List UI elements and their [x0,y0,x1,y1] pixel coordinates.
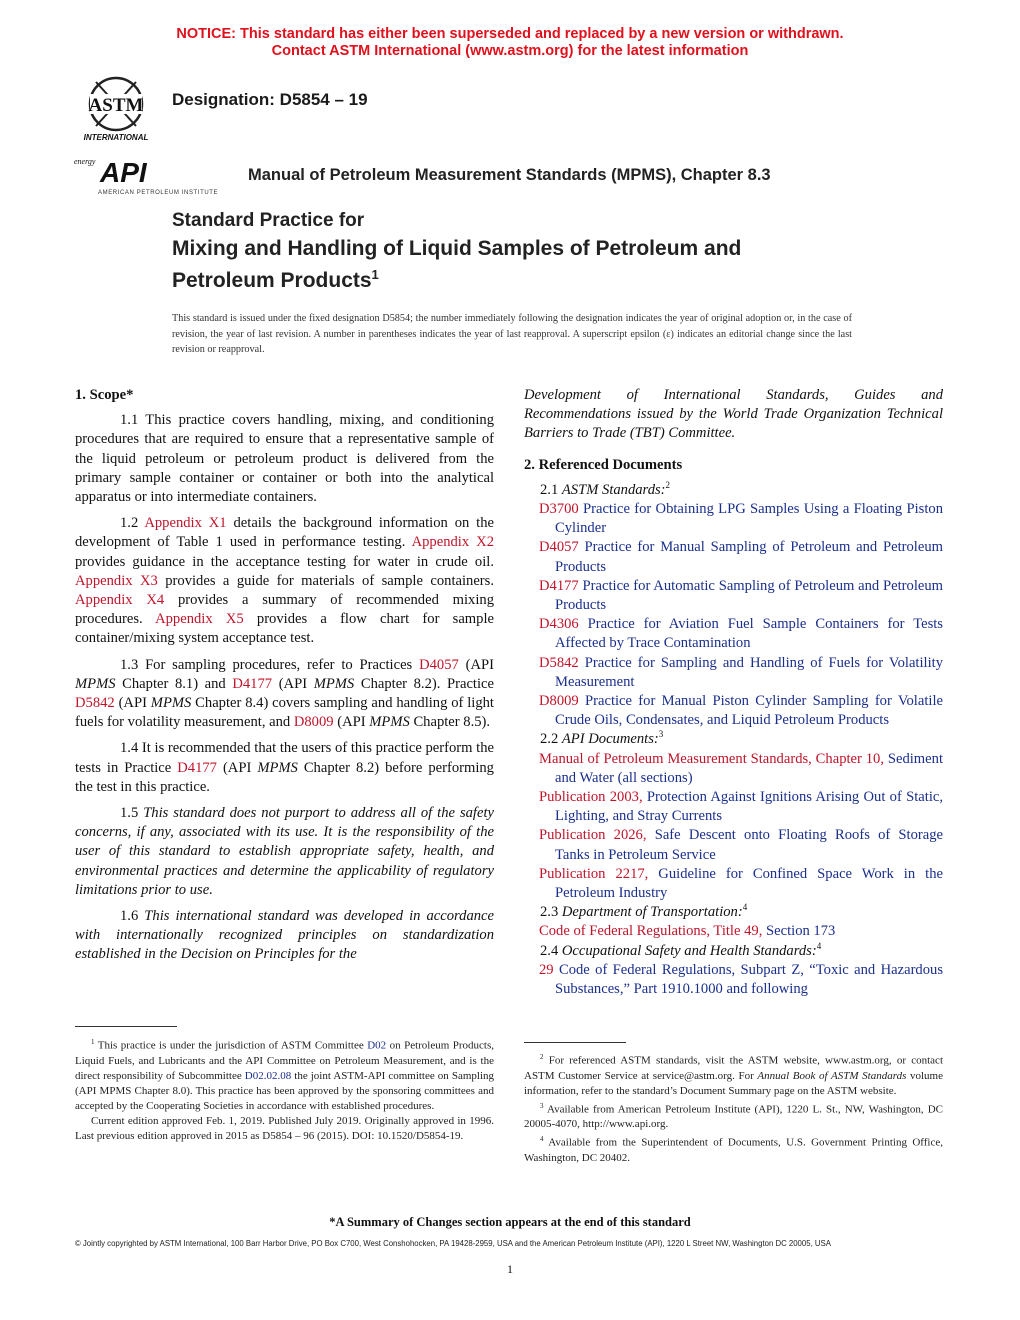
footnotes-2-4 [524,1050,943,1166]
appendix-x2-link[interactable]: Appendix X2 [411,534,494,551]
reference-title-link[interactable]: Sediment and Water (all sections) [555,750,943,786]
paragraph-1-1: 1.1 This practice covers handling, mixing, and conditioning procedures that are required to ensure that a representative sample of the liquid petroleum or petroleum product is delivered from the primary sample container or container or both into the analytical apparatus or into intermediate containers. [75,412,494,506]
paragraph-1-3: 1.3 For sampling procedures, refer to Practices D4057 (API MPMS Chapter 8.1) and D4177 (API MPMS Chapter 8.2). Practice D5842 (API MPMS Chapter 8.4) covers sampling and handling of light fuels for volatility measurement, and D8009 (API MPMS Chapter 8.5). [75,656,495,731]
reference-item [524,865,943,903]
reference-item [524,961,943,999]
appendix-x1-link[interactable]: Appendix X1 [144,515,227,532]
edition-note: Current edition approved Feb. 1, 2019. Published July 2019. Originally approved in 1996. Last previous edition approved in 2015 as D5854 – 96 (2015). DOI: 10.1520/D5854-19. [75,1114,494,1142]
title-footnote-mark: 1 [371,267,379,282]
paragraph-1-6: 1.6 This international standard was developed in accordance with internationally recognized principles on standardization established in the Decision on Principles for the [75,908,495,963]
appendix-x3-link[interactable]: Appendix X3 [75,572,158,589]
reference-code-link[interactable]: D4306 [539,616,579,633]
api-logo-text: API [100,157,147,188]
reference-title-link[interactable]: Practice for Manual Piston Cylinder Sampling for Volatile Crude Oils, Condensates, and Liquid Petroleum Products [555,693,943,729]
document-title [172,236,872,294]
reference-title-link[interactable]: Practice for Aviation Fuel Sample Containers for Tests Affected by Trace Contamination [555,616,943,652]
paragraph-1-4: 1.4 It is recommended that the users of this practice perform the tests in Practice D4177 (API MPMS Chapter 8.2) before performing the test in this practice. [75,740,494,795]
reference-title-link[interactable]: Protection Against Ignitions Arising Out of Static, Lighting, and Stray Currents [555,789,943,825]
reference-item [524,788,943,826]
scope-heading: 1. Scope* [75,387,134,403]
reference-code-link[interactable]: Publication 2003, [539,789,643,806]
mpms-chapter-title: Manual of Petroleum Measurement Standards (MPMS), Chapter 8.3 [248,166,771,184]
designation-intro: This standard is issued under the fixed designation D5854; the number immediately following the designation indicates the year of original adoption or, in the case of revision, the year of last revision. A number in parentheses indicates the year of last reapproval. A superscript epsilon (ε) indicates an editorial change since the last revision or reapproval. [172,313,852,355]
reference-code-link[interactable]: Publication 2026, [539,827,647,844]
reference-item [524,750,943,788]
cfr-29-link[interactable]: 29 [539,961,554,978]
astm-logo-subtext: INTERNATIONAL [83,133,149,142]
withdrawal-notice [0,26,1020,60]
footnote-3: $^3$ Available from American Petroleum Institute (API), 1220 L. St., NW, Washington, DC 20005-4070, http://www.api.org. [524,1101,943,1131]
reference-title-link[interactable]: Safe Descent onto Floating Roofs of Storage Tanks in Petroleum Service [555,827,943,863]
astm-logo [76,74,158,144]
dot-label: 2.3 Department of Transportation:$^4$ [540,902,748,921]
cfr-title-49-link[interactable]: Code of Federal Regulations, Title 49, [539,923,763,940]
notice-line-2: Contact ASTM International (www.astm.org) for the latest information [271,43,749,59]
footnote-4: $^4$ Available from the Superintendent of Documents, U.S. Government Printing Office, Washington, DC 20402. [524,1135,943,1164]
d4177-link[interactable]: D4177 [232,675,273,692]
astm-standards-label: 2.1 ASTM Standards:$^2$ [540,479,671,498]
osh-label: 2.4 Occupational Safety and Health Standards:$^4$ [540,940,822,959]
reference-item [524,826,943,864]
reference-code-link[interactable]: D3700 [539,501,579,518]
astm-logo-text: ASTM [88,95,144,116]
api-reference-list [524,750,943,904]
reference-item [524,654,943,692]
reference-item [524,692,943,730]
reference-item [524,577,943,615]
reference-item [524,615,943,653]
reference-code-link[interactable]: D8009 [539,693,579,710]
reference-item [524,500,943,538]
paragraph-1-5: 1.5 This standard does not purport to address all of the safety concerns, if any, associated with its use. It is the responsibility of the user of this standard to establish appropriate safety, health, and environmental practices and determine the applicability of regulatory limitations prior to use. [75,805,494,898]
paragraph-1-2: 1.2 Appendix X1 details the background information on the development of Table 1 used in performance testing. Appendix X2 provides guidance in the acceptance testing for water in crude oil. Appendix X3 provides a guide for materials of sample containers. Appendix X4 provides a summary of recommended mixing procedures. Appendix X5 provides a flow chart for sample container/mixing system acceptance test. [75,515,495,647]
reference-item [524,922,943,941]
right-column [524,386,943,999]
notice-line-1: NOTICE: This standard has either been superseded and replaced by a new version or withdrawn. [176,26,844,42]
reference-item [524,538,943,576]
astm-reference-list [524,500,943,730]
page-number: 1 [507,1262,513,1276]
footnote-2: $^2$ For referenced ASTM standards, visit the ASTM website, www.astm.org, or contact ASTM Customer Service at service@astm.org. For Annual Book of ASTM Standards volume information, refer to the standard’s Document Summary page on the ASTM website. [524,1053,943,1097]
referenced-documents-heading: 2. Referenced Documents [524,456,683,473]
title-line-2: Petroleum Products [172,269,372,292]
left-column [75,386,494,965]
d4177-link[interactable]: D4177 [177,759,217,776]
api-logo [70,150,240,198]
reference-title-link[interactable]: Practice for Obtaining LPG Samples Using a Floating Piston Cylinder [555,501,943,537]
reference-title-link[interactable]: Practice for Manual Sampling of Petroleum and Petroleum Products [555,539,943,575]
d4057-link[interactable]: D4057 [419,656,459,673]
paragraph-1-6-continued: Development of International Standards, Guides and Recommendations issued by the World Trade Organization Technical Barriers to Trade (TBT) Committee. [524,387,943,442]
reference-title-link[interactable]: Practice for Sampling and Handling of Fuels for Volatility Measurement [555,654,943,690]
footnote-1: $^1$ This practice is under the jurisdiction of ASTM Committee D02 on Petroleum Products, Liquid Fuels, and Lubricants and the API Committee on Petroleum Measurement, and is the direct responsibility of Subcommittee D02.02.08 the joint ASTM-API committee on Sampling (API MPMS Chapter 8.0). This practice has been approved by the sponsoring committees and accepted by the Cooperating Societies in accordance with established procedures. Current edition approved Feb. 1, 2019. Published July 2019. Originally approved in 1996. Last previous edition approved in 2015 as D5854 – 96 (2015). DOI: 10.1520/D5854-19. [75,1038,495,1142]
reference-title-link[interactable]: Practice for Automatic Sampling of Petroleum and Petroleum Products [555,577,943,614]
title-prefix: Standard Practice for [172,210,365,231]
reference-code-link[interactable]: Manual of Petroleum Measurement Standards, Chapter 10, [539,750,884,767]
d02-link[interactable]: D02 [367,1039,387,1052]
d8009-link[interactable]: D8009 [293,714,334,731]
copyright-line: © Jointly copyrighted by ASTM International, 100 Barr Harbor Drive, PO Box C700, West Conshohocken, PA 19428-2959, USA and the American Petroleum Institute (API), 1220 L Street NW, Washington DC 20005, USA [75,1239,831,1248]
reference-code-link[interactable]: D4177 [539,577,579,594]
appendix-x4-link[interactable]: Appendix X4 [75,592,165,609]
subpart-z-link[interactable]: Code of Federal Regulations, Subpart Z, “Toxic and Hazardous Substances,” Part 1910.1000 and following [553,961,943,998]
designation: Designation: D5854 – 19 [172,90,368,109]
d5842-link[interactable]: D5842 [75,695,115,712]
footnote-rule-left [75,1026,177,1027]
reference-code-link[interactable]: D5842 [539,654,579,671]
appendix-x5-link[interactable]: Appendix X5 [155,611,244,628]
reference-title-link[interactable]: Guideline for Confined Space Work in the Petroleum Industry [555,865,943,902]
title-line-1: Mixing and Handling of Liquid Samples of Petroleum and [172,237,742,260]
d02-02-08-link[interactable]: D02.02.08 [244,1069,292,1082]
footnote-rule-right [524,1042,626,1043]
api-documents-label: 2.2 API Documents:$^3$ [540,729,664,748]
reference-code-link[interactable]: D4057 [539,539,579,556]
api-logo-subtext: AMERICAN PETROLEUM INSTITUTE [98,190,219,196]
section-173-link[interactable]: Section 173 [762,923,836,940]
api-energy-text: energy [74,157,96,166]
reference-code-link[interactable]: Publication 2217, [539,865,649,882]
summary-of-changes-note: *A Summary of Changes section appears at the end of this standard [329,1215,691,1229]
